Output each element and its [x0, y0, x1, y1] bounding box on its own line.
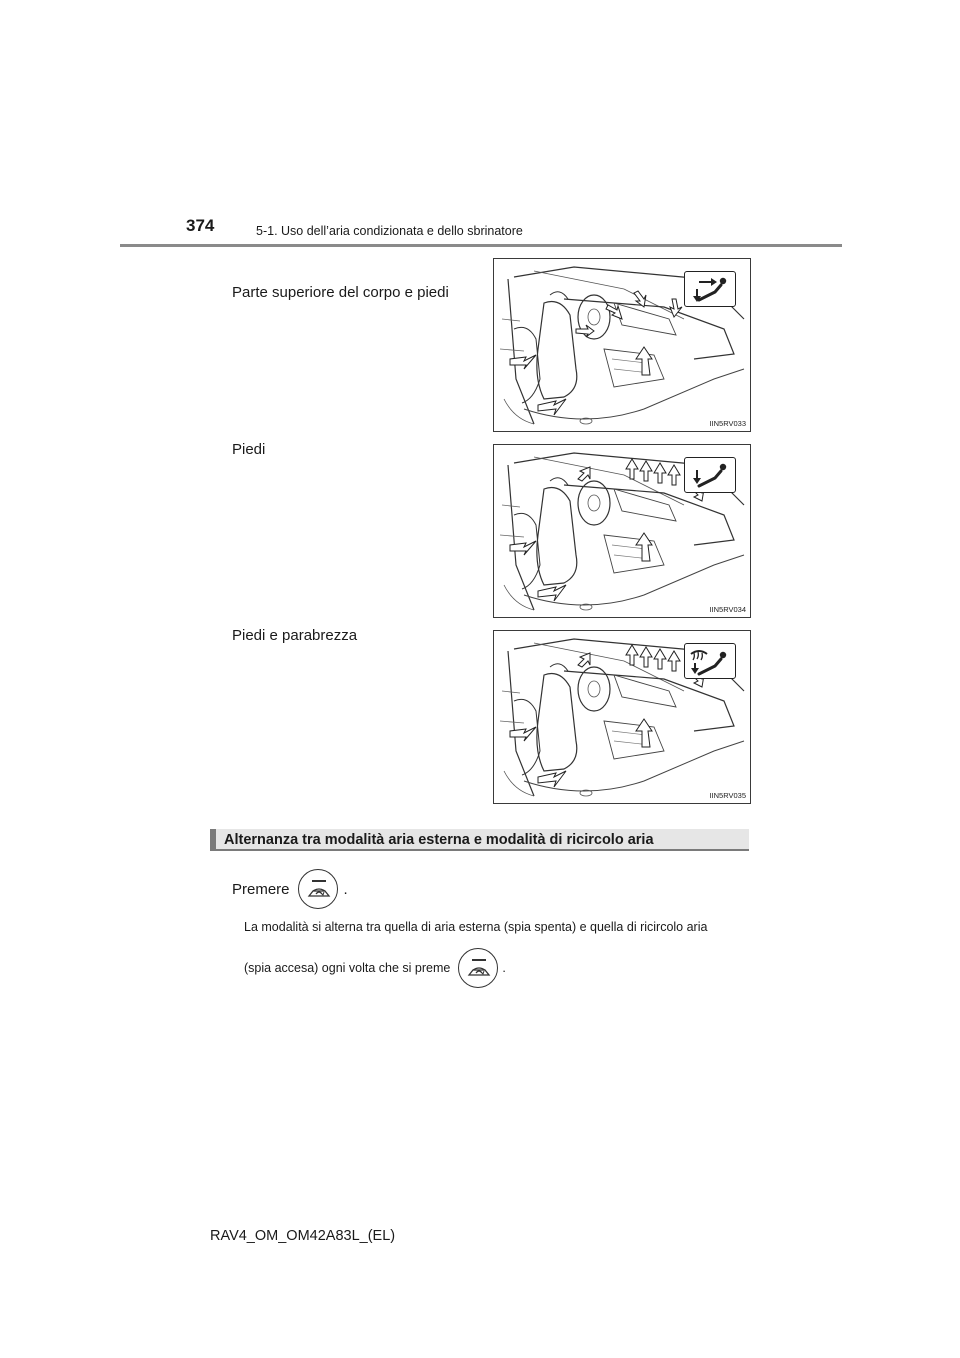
figure-code: IIN5RV034 [709, 605, 746, 614]
recirculation-button-icon [459, 949, 499, 989]
note-line-2 [244, 948, 506, 988]
note-line-1: La modalità si alterna tra quella di aria esterna (spia spenta) e quella di ricircolo aria [244, 920, 708, 934]
chapter-title: 5-1. Uso dell’aria condizionata e dello sbrinatore [256, 224, 523, 238]
recirculation-button[interactable] [298, 869, 338, 909]
upper-body-and-feet-icon [684, 271, 736, 307]
section-heading [210, 829, 749, 851]
press-before-text: Premere [232, 880, 290, 898]
document-code: RAV4_OM_OM42A83L_(EL) [210, 1228, 396, 1244]
figure-feet-windshield [493, 630, 751, 804]
note-line-2-end: . [502, 961, 506, 975]
header-rule [120, 244, 842, 247]
feet-and-windshield-icon [684, 643, 736, 679]
mode-label-feet-windshield: Piedi e parabrezza [232, 627, 358, 644]
recirculation-button-icon [299, 870, 339, 910]
figure-feet [493, 444, 751, 618]
recirculation-button-inline[interactable] [458, 948, 498, 988]
note-line-2-text: (spia accesa) ogni volta che si preme [244, 961, 451, 975]
press-after-text: . [343, 880, 348, 898]
mode-label-feet: Piedi [232, 441, 266, 458]
feet-icon [684, 457, 736, 493]
page-number: 374 [186, 216, 215, 235]
section-heading-text: Alternanza tra modalità aria esterna e modalità di ricircolo aria [224, 832, 654, 848]
press-instruction [232, 867, 348, 911]
figure-code: IIN5RV035 [709, 791, 746, 800]
figure-code: IIN5RV033 [709, 419, 746, 428]
mode-label-upper-body-feet: Parte superiore del corpo e piedi [232, 284, 449, 301]
figure-upper-body-feet [493, 258, 751, 432]
